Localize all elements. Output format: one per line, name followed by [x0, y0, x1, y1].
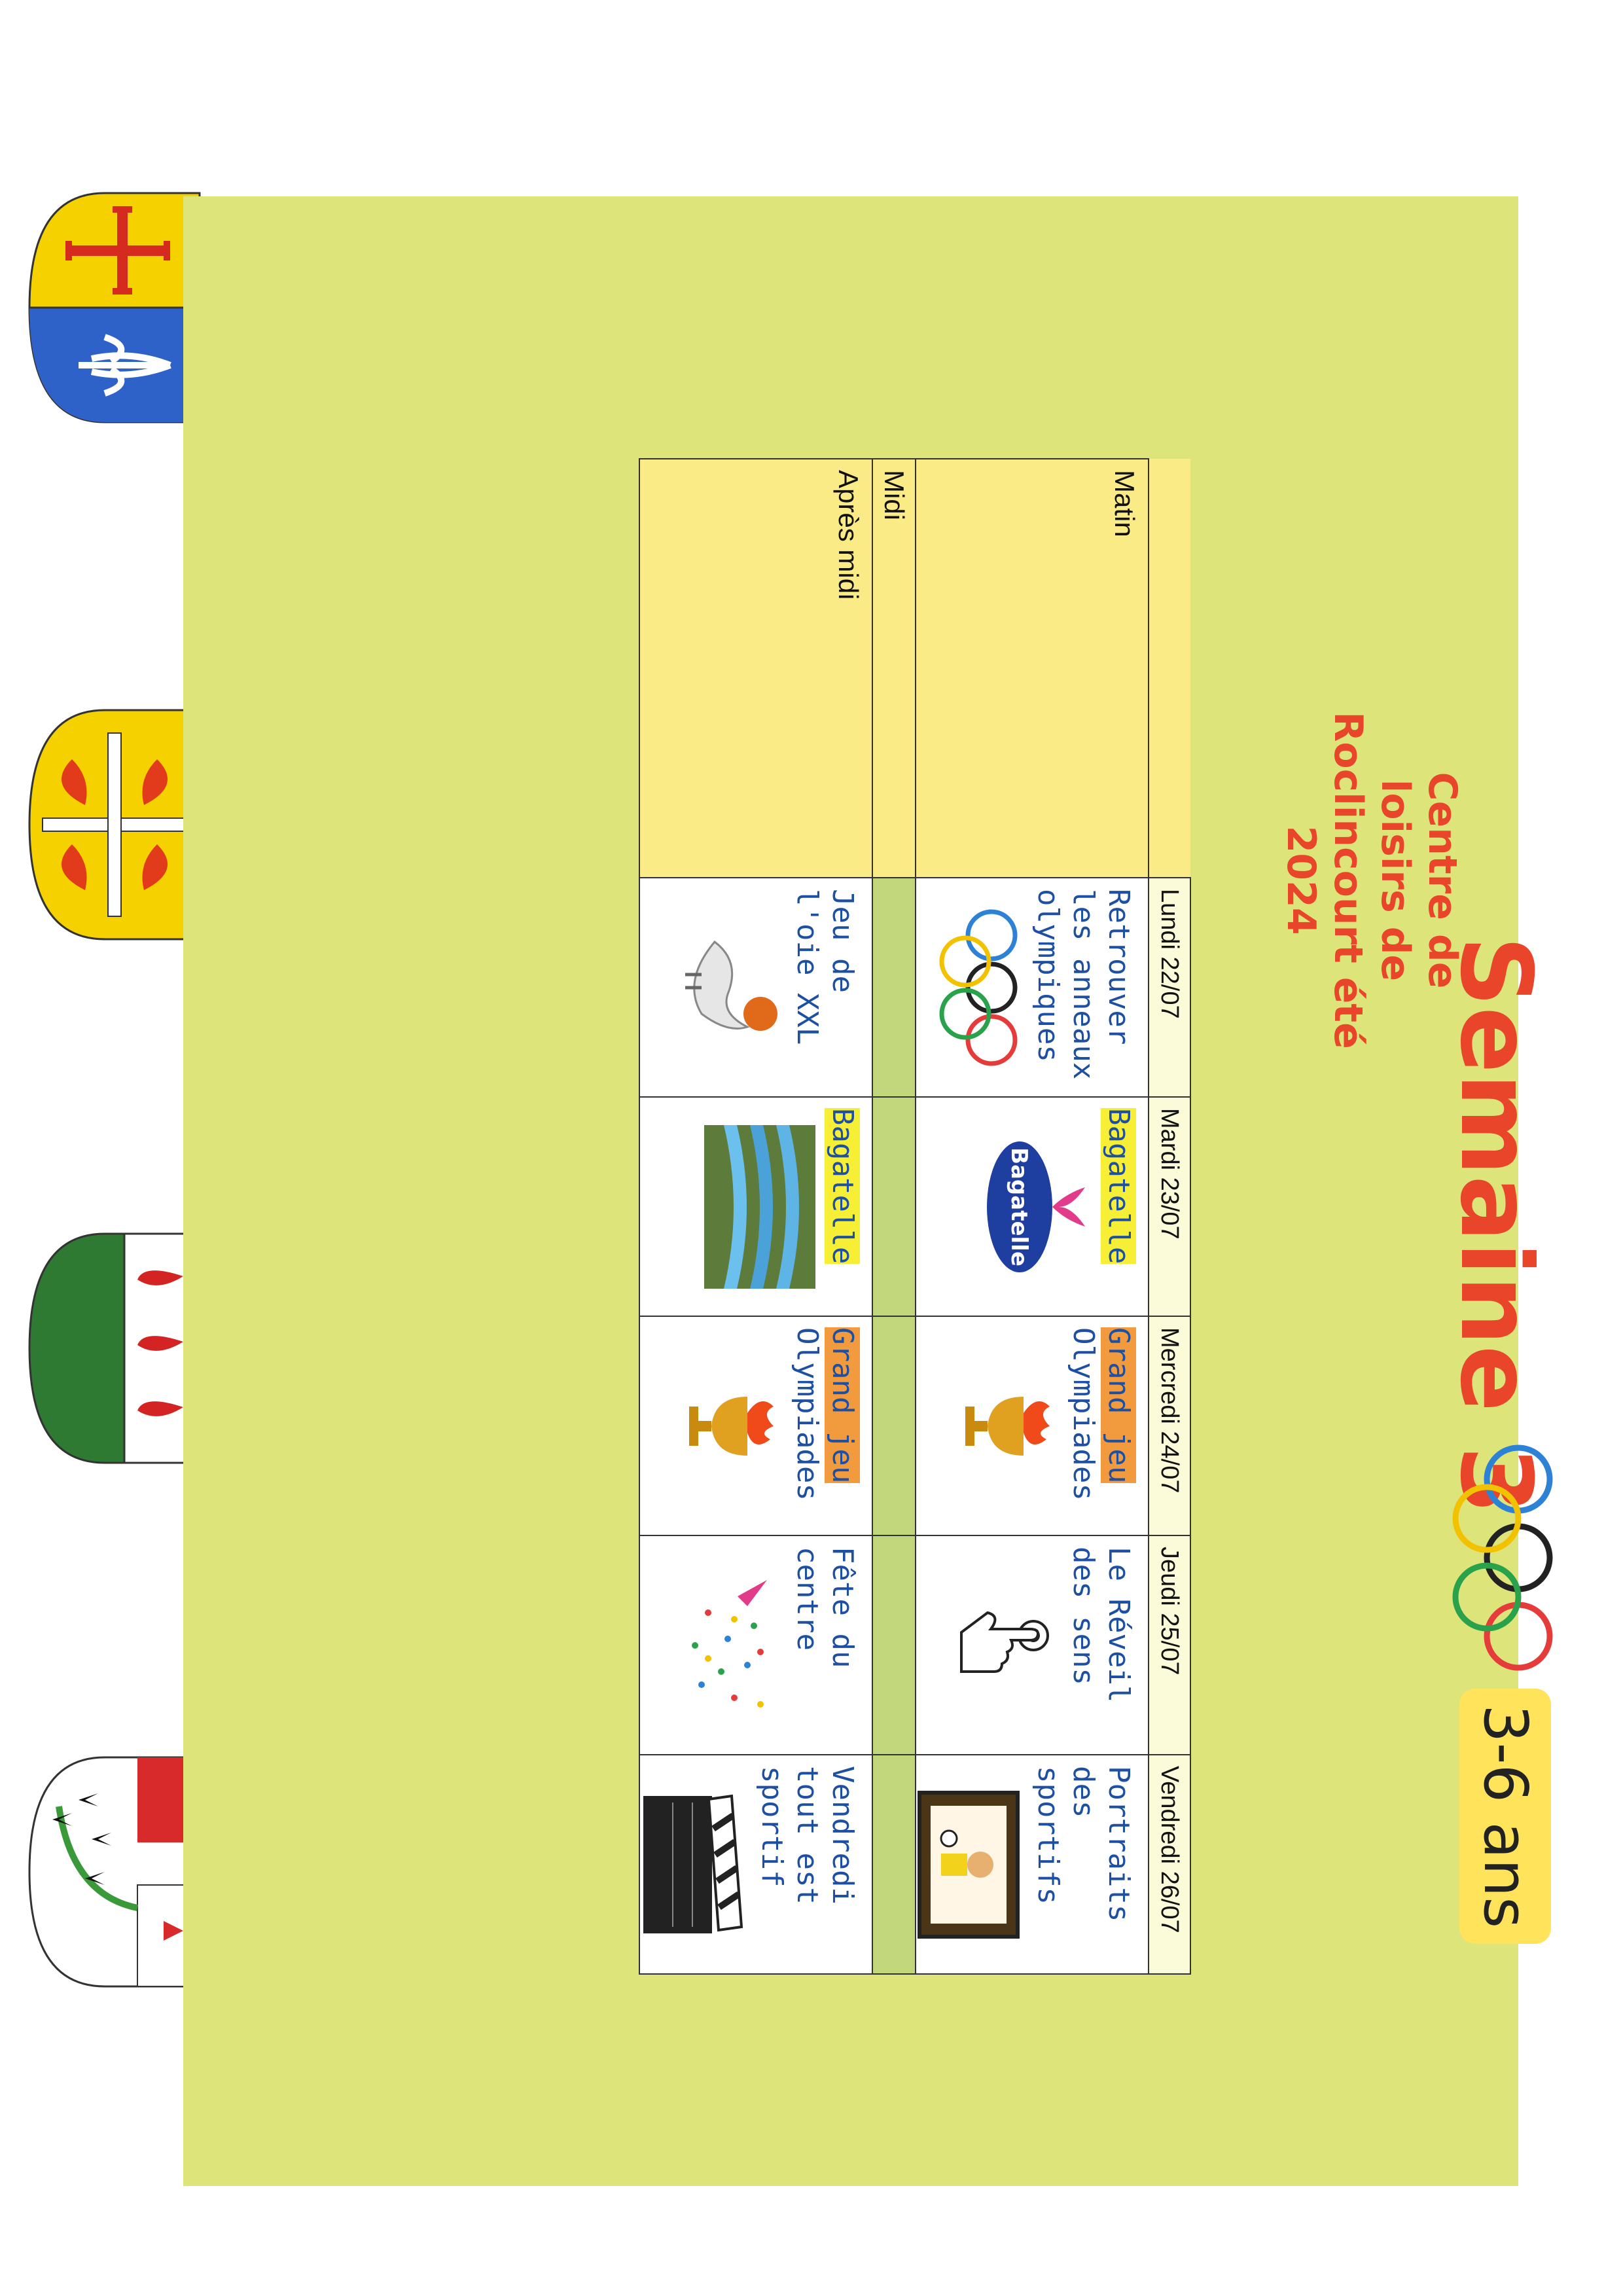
clapperboard-icon: [640, 1789, 745, 1940]
coat-of-arms-ermine-maple: [26, 1754, 203, 1990]
activity-subtext: Olympiades: [791, 1327, 824, 1501]
trophy-flame-icon: [958, 1361, 1056, 1492]
period-label: Midi: [872, 459, 916, 878]
activity-text: Bagatelle: [826, 1108, 859, 1265]
coat-of-arms-green-drops: [26, 1230, 203, 1466]
header-row: [1149, 459, 1190, 1974]
activity-cell: [916, 1755, 1149, 1974]
activity-text: Le Réveil des sens: [1067, 1547, 1135, 1703]
title-line-3: 2024: [1278, 825, 1324, 935]
goose-ball-icon: [682, 916, 780, 1060]
noon-bar: [872, 878, 916, 1097]
water-slide-photo: [704, 1125, 815, 1289]
activity-text: Bagatelle: [1102, 1108, 1135, 1265]
noon-bar: [872, 1097, 916, 1316]
bagatelle-logo: [980, 1135, 1092, 1279]
activity-text: Grand jeu: [826, 1327, 859, 1484]
day-header: Mardi 23/07: [1149, 1097, 1190, 1316]
noon-bar: [872, 1755, 916, 1974]
noon-bar: [872, 1316, 916, 1535]
hand-touch-icon: [958, 1596, 1056, 1695]
title-line-2: Roclincourt été: [1325, 711, 1371, 1049]
title-line-1: Centre de loisirs de: [1372, 772, 1465, 989]
activity-cell: [639, 1755, 872, 1974]
olympic-rings-icon: [929, 906, 1021, 1069]
activity-cell: [639, 1535, 872, 1755]
day-header: Lundi 22/07: [1149, 878, 1190, 1097]
morning-row: [916, 459, 1149, 1974]
party-popper-icon: [682, 1573, 780, 1717]
day-header: Mercredi 24/07: [1149, 1316, 1190, 1535]
svg-text:Bagatelle: Bagatelle: [1006, 1147, 1032, 1266]
age-badge: 3-6 ans: [1459, 1689, 1551, 1944]
activity-text: Portraits des sportifs: [1031, 1766, 1135, 1922]
trophy-flame-icon: [682, 1361, 780, 1492]
activity-text: Retrouver les anneaux olympiques: [1031, 889, 1135, 1080]
activity-cell: [639, 878, 872, 1097]
activity-cell: [916, 1097, 1149, 1316]
noon-bar: [872, 1535, 916, 1755]
page-title: [1277, 704, 1466, 1057]
coat-of-arms-red-crosses: [26, 707, 203, 942]
activity-text: Grand jeu: [1102, 1327, 1135, 1484]
coat-of-arms-fleur-de-lis-cross: [26, 190, 203, 425]
activity-cell: [639, 1316, 872, 1535]
timetable: [639, 458, 1191, 1975]
olympic-rings-icon: [1446, 1440, 1558, 1676]
period-label: Matin: [916, 459, 1149, 878]
activity-text: Jeu de l'oie XXL: [791, 889, 859, 1045]
framed-portrait-icon: [916, 1789, 1021, 1940]
activity-subtext: Olympiades: [1067, 1327, 1100, 1501]
corner-cell: [1149, 459, 1190, 878]
activity-cell: [916, 1316, 1149, 1535]
activity-cell: [916, 878, 1149, 1097]
period-label: Après midi: [639, 459, 872, 878]
day-header: Jeudi 25/07: [1149, 1535, 1190, 1755]
activity-cell: [639, 1097, 872, 1316]
activity-text: Fête du centre: [791, 1547, 859, 1668]
noon-row: [872, 459, 916, 1974]
day-header: Vendredi 26/07: [1149, 1755, 1190, 1974]
week-title: Semaine 3: [1438, 936, 1552, 1515]
afternoon-row: [639, 459, 872, 1974]
activity-cell: [916, 1535, 1149, 1755]
activity-text: Vendredi tout est sportif: [755, 1766, 859, 1905]
